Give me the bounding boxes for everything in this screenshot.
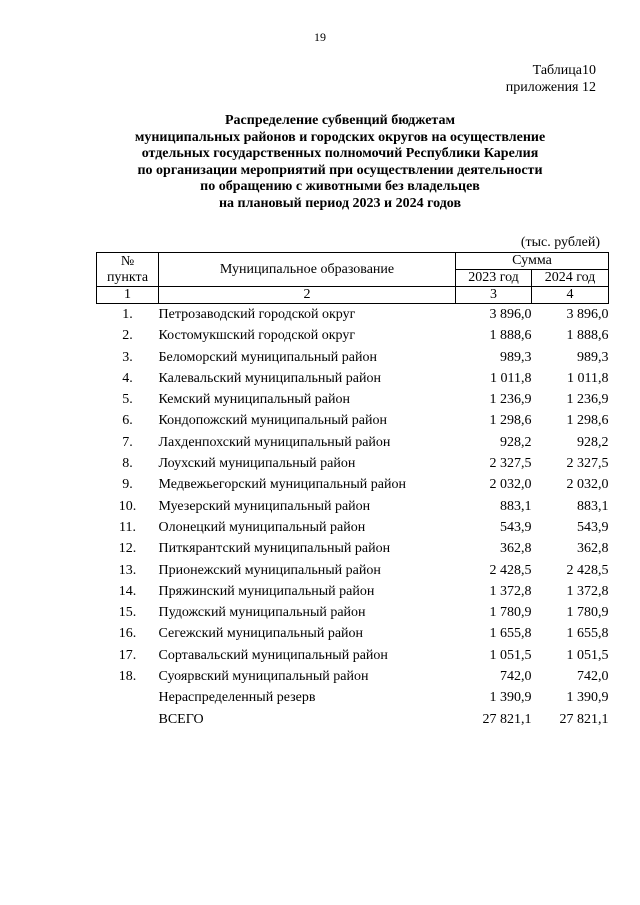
table-row — [97, 623, 609, 644]
row-municipality-name: Нераспределенный резерв — [158, 690, 316, 706]
row-municipality-name: Костомукшский городской округ — [158, 328, 356, 344]
table-row — [97, 389, 609, 410]
row-amount-2023: 883,1 — [500, 498, 532, 514]
title-line2: муниципальных районов и городских округов на осуществление — [134, 129, 546, 145]
row-number — [97, 709, 159, 730]
table-row — [97, 496, 609, 517]
table-reference — [506, 62, 596, 96]
row-number: 16. — [118, 626, 137, 642]
row-amount-2023: 928,2 — [500, 434, 532, 450]
row-amount-2024: 1 390,9 — [566, 690, 609, 706]
row-amount-2023: 2 327,5 — [489, 456, 532, 472]
row-number: 9. — [122, 477, 133, 493]
row-municipality-name: Пряжинский муниципальный район — [158, 583, 375, 599]
row-number: 10. — [118, 498, 137, 514]
row-amount-2023: 1 011,8 — [490, 370, 532, 386]
row-amount-2024: 2 327,5 — [566, 456, 609, 472]
title-line5: по обращению с животными без владельцев — [200, 179, 480, 195]
header-number-sign: № — [120, 253, 135, 269]
row-municipality-name: Питкярантский муниципальный район — [158, 541, 391, 557]
row-municipality-name: Олонецкий муниципальный район — [158, 519, 366, 535]
row-municipality-name: Кемский муниципальный район — [158, 392, 350, 408]
row-municipality-name: Муезерский муниципальный район — [158, 498, 371, 514]
table-row — [97, 517, 609, 538]
row-amount-2024: 1 655,8 — [566, 626, 609, 642]
units-label: (тыс. рублей) — [520, 235, 600, 250]
row-number: 14. — [118, 583, 137, 599]
row-number: 18. — [118, 669, 137, 685]
row-municipality-name: Беломорский муниципальный район — [158, 349, 377, 365]
row-number: 15. — [118, 605, 137, 621]
row-amount-2023: 1 888,6 — [489, 328, 532, 344]
header-col-index-2: 2 — [159, 287, 456, 304]
header-year-2023: 2023 год — [456, 270, 532, 287]
table-body — [97, 304, 609, 730]
title-line1: Распределение субвенций бюджетам — [225, 113, 455, 128]
table-row — [97, 666, 609, 687]
row-municipality-name: Медвежьегорский муниципальный район — [158, 477, 406, 493]
title-line3: отдельных государственных полномочий Республики Карелия — [141, 146, 539, 162]
row-amount-2023: 1 298,6 — [489, 413, 532, 429]
table-row — [97, 645, 609, 666]
subvention-table — [96, 252, 609, 730]
row-amount-2023: 989,3 — [500, 349, 532, 365]
row-number: 4. — [122, 370, 133, 386]
row-amount-2024: 742,0 — [577, 669, 609, 685]
row-municipality-name: Калевальский муниципальный район — [158, 370, 381, 386]
table-row — [97, 538, 609, 559]
row-number — [97, 687, 159, 708]
row-amount-2024: 1 888,6 — [566, 328, 609, 344]
row-municipality-name: Суоярвский муниципальный район — [158, 669, 369, 685]
table-row — [97, 602, 609, 623]
row-amount-2023: 3 896,0 — [489, 307, 532, 322]
title-line4: по организации мероприятий при осуществлении деятельности — [137, 162, 543, 178]
header-sum: Сумма — [456, 253, 609, 270]
row-amount-2024: 543,9 — [577, 519, 609, 535]
header-col-index-1: 1 — [97, 287, 159, 304]
table-row — [97, 709, 609, 730]
row-amount-2024: 2 428,5 — [566, 562, 609, 578]
row-amount-2023: 1 390,9 — [489, 690, 532, 706]
table-row — [97, 432, 609, 453]
row-amount-2023: 1 780,9 — [489, 605, 532, 621]
table-row — [97, 368, 609, 389]
row-amount-2024: 989,3 — [577, 349, 609, 365]
row-amount-2023: 1 655,8 — [489, 626, 532, 642]
row-number: 3. — [122, 349, 133, 365]
row-amount-2024: 3 896,0 — [566, 307, 609, 322]
row-amount-2023: 742,0 — [500, 669, 532, 685]
row-municipality-name: Сегежский муниципальный район — [158, 626, 364, 642]
row-amount-2024: 883,1 — [577, 498, 609, 514]
header-year-2024: 2024 год — [532, 270, 609, 287]
row-number: 2. — [122, 328, 133, 344]
table-row — [97, 560, 609, 581]
table-row — [97, 453, 609, 474]
row-number: 8. — [122, 456, 133, 472]
row-number: 11. — [119, 519, 136, 535]
row-amount-2023: 1 372,8 — [489, 583, 532, 599]
row-amount-2024: 1 236,9 — [566, 392, 609, 408]
header-municipality: Муниципальное образование — [159, 253, 456, 287]
row-amount-2024: 1 051,5 — [566, 647, 609, 663]
page-number: 19 — [314, 30, 326, 44]
row-amount-2023: 2 032,0 — [489, 477, 532, 493]
table-reference-line2: приложения 12 — [505, 80, 596, 95]
row-amount-2023: 1 236,9 — [489, 392, 532, 408]
table-row — [97, 581, 609, 602]
row-amount-2024: 1 780,9 — [566, 605, 609, 621]
row-municipality-name: Пудожский муниципальный район — [158, 605, 366, 621]
row-number: 6. — [122, 413, 133, 429]
row-municipality-name: Петрозаводский городской округ — [158, 307, 356, 322]
table-row — [97, 687, 609, 708]
table-row — [97, 474, 609, 495]
table-row — [97, 347, 609, 368]
row-amount-2023: 1 051,5 — [489, 647, 532, 663]
table-row — [97, 304, 609, 326]
header-col-index-3: 3 — [456, 287, 532, 304]
row-number: 5. — [122, 392, 133, 408]
header-col-index-4: 4 — [532, 287, 609, 304]
row-amount-2024: 27 821,1 — [559, 711, 609, 727]
row-municipality-name: Кондопожский муниципальный район — [158, 413, 387, 429]
table-row — [97, 325, 609, 346]
row-municipality-name: Лахденпохский муниципальный район — [158, 434, 391, 450]
row-amount-2023: 2 428,5 — [489, 562, 532, 578]
row-amount-2023: 543,9 — [500, 519, 532, 535]
row-amount-2024: 2 032,0 — [566, 477, 609, 493]
row-municipality-name: Лоухский муниципальный район — [158, 456, 356, 472]
row-municipality-name: Сортавальский муниципальный район — [158, 647, 388, 663]
header-number-label: пункта — [106, 269, 149, 285]
row-number: 12. — [118, 541, 137, 557]
table-row — [97, 410, 609, 431]
row-amount-2024: 362,8 — [577, 541, 609, 557]
row-amount-2024: 1 011,8 — [567, 370, 609, 386]
table-reference-line1: Таблица10 — [532, 63, 596, 78]
row-number: 13. — [118, 562, 137, 578]
row-amount-2024: 1 298,6 — [566, 413, 609, 429]
document-title — [60, 113, 620, 213]
row-municipality-name: ВСЕГО — [158, 711, 204, 727]
row-amount-2023: 27 821,1 — [482, 711, 532, 727]
title-line6: на плановый период 2023 и 2024 годов — [218, 195, 462, 211]
row-number: 17. — [118, 647, 137, 663]
row-amount-2024: 1 372,8 — [566, 583, 609, 599]
row-number: 1. — [122, 307, 133, 322]
row-amount-2023: 362,8 — [500, 541, 532, 557]
row-amount-2024: 928,2 — [577, 434, 609, 450]
row-number: 7. — [122, 434, 133, 450]
row-municipality-name: Прионежский муниципальный район — [158, 562, 381, 578]
header-item-number — [97, 253, 159, 287]
